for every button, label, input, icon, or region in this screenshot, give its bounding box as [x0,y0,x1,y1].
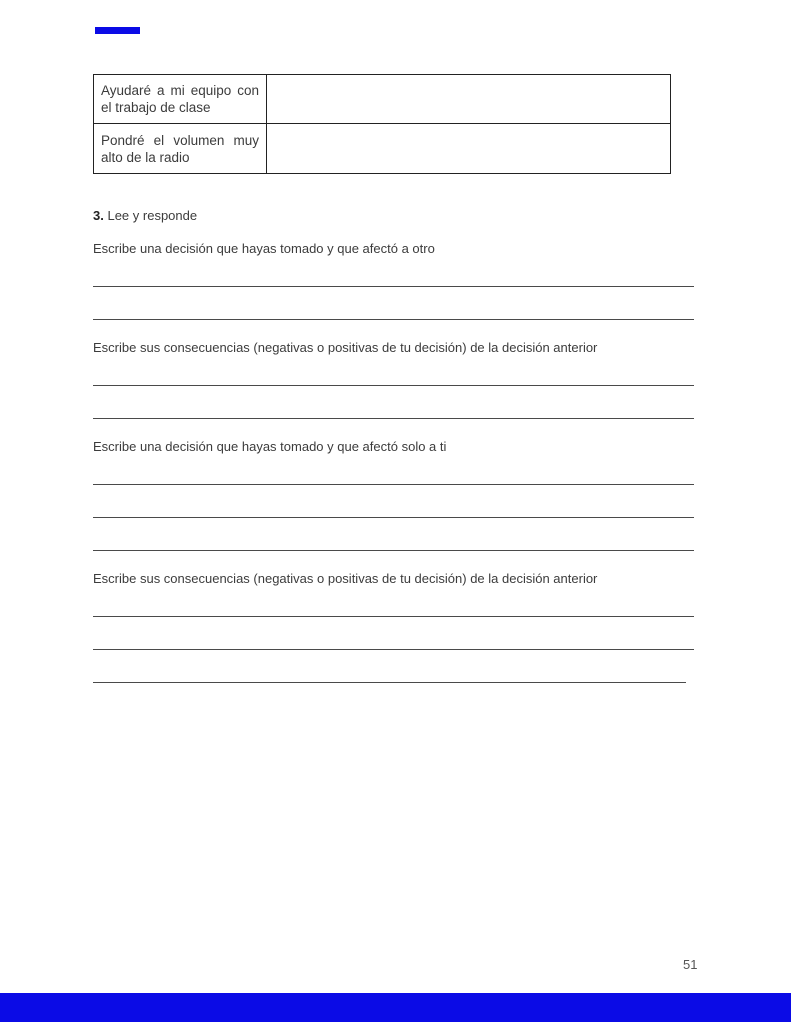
answer-line [93,484,694,485]
answer-line [93,286,694,287]
behavior-table [93,74,671,174]
answer-line [93,385,694,386]
answer-line [93,682,686,683]
answer-line [93,616,694,617]
table-row-answer-cell [267,124,671,174]
section-heading [93,208,197,224]
prompt-4: Escribe sus consecuencias (negativas o positivas de tu decisión) de la decisión anterior [93,571,598,586]
page-number: 51 [683,957,698,972]
table-row-label: Ayudaré a mi equipo con el trabajo de clase [94,75,267,124]
answer-line [93,550,694,551]
table-row [94,75,671,124]
section-title: Lee y responde [107,208,198,223]
table-row-label: Pondré el volumen muy alto de la radio [94,124,267,174]
prompt-1: Escribe una decisión que hayas tomado y que afectó a otro [93,241,435,256]
section-number: 3. [93,208,104,223]
answer-line [93,517,694,518]
prompt-3: Escribe una decisión que hayas tomado y que afectó solo a ti [93,439,447,454]
footer-bar [0,993,791,1022]
answer-line [93,418,694,419]
prompt-2: Escribe sus consecuencias (negativas o positivas de tu decisión) de la decisión anterior [93,340,598,355]
table-row [94,124,671,174]
table-row-answer-cell [267,75,671,124]
header-accent-bar [95,27,140,34]
answer-line [93,649,694,650]
answer-line [93,319,694,320]
